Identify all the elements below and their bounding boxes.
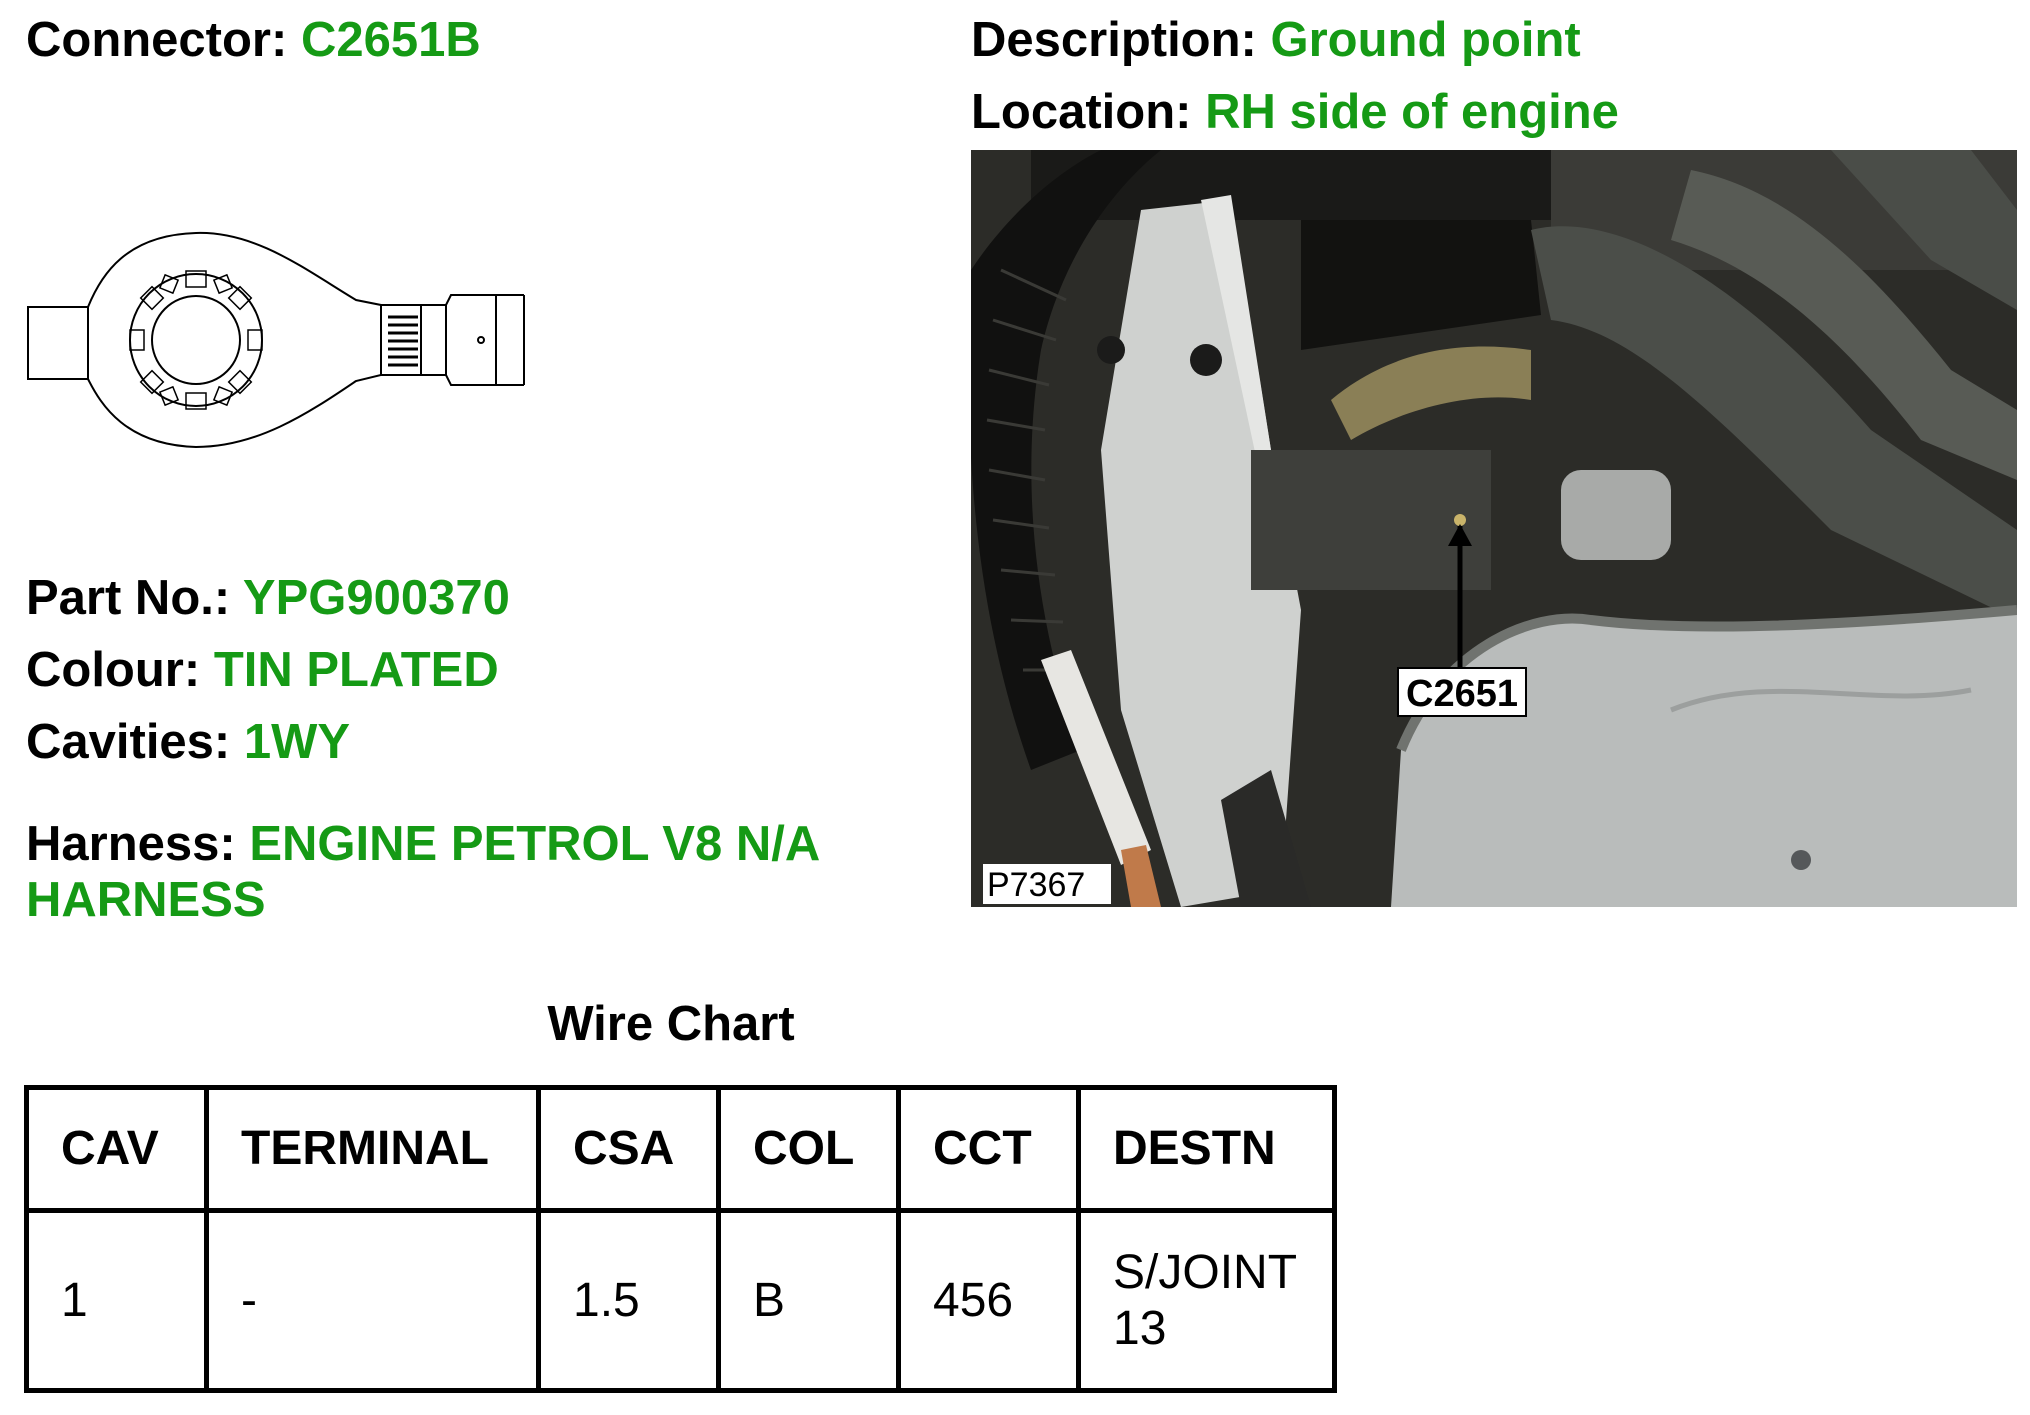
cavities-field bbox=[26, 714, 350, 770]
location-field bbox=[971, 84, 1619, 140]
cavities-label: Cavities: bbox=[26, 715, 231, 769]
colour-label: Colour: bbox=[26, 643, 201, 697]
harness-value-line2: HARNESS bbox=[26, 873, 266, 927]
wire-chart-table bbox=[24, 1085, 1337, 1393]
connector-value: C2651B bbox=[300, 13, 481, 67]
cell-csa: 1.5 bbox=[539, 1211, 719, 1391]
table-row bbox=[27, 1211, 1335, 1391]
cell-col: B bbox=[719, 1211, 899, 1391]
description-label: Description: bbox=[971, 13, 1257, 67]
colour-field bbox=[26, 642, 499, 698]
cell-cct: 456 bbox=[899, 1211, 1079, 1391]
cell-cav: 1 bbox=[27, 1211, 207, 1391]
part-no-field bbox=[26, 570, 510, 626]
cell-destn-line2: 13 bbox=[1113, 1301, 1167, 1355]
header-cav: CAV bbox=[27, 1088, 207, 1211]
header-cct: CCT bbox=[899, 1088, 1079, 1211]
cavities-value: 1WY bbox=[243, 715, 351, 769]
part-no-value: YPG900370 bbox=[242, 571, 510, 625]
connector-label: Connector: bbox=[26, 13, 288, 67]
cell-destn bbox=[1079, 1211, 1335, 1391]
wire-chart-title: Wire Chart bbox=[547, 997, 795, 1051]
description-value: Ground point bbox=[1270, 13, 1581, 67]
cell-terminal: - bbox=[207, 1211, 539, 1391]
harness-value-line1: ENGINE PETROL V8 N/A bbox=[249, 817, 821, 871]
colour-value: TIN PLATED bbox=[213, 643, 499, 697]
photo-id-label: P7367 bbox=[987, 866, 1086, 904]
location-photo bbox=[971, 150, 2017, 907]
harness-field bbox=[26, 816, 906, 928]
harness-label: Harness: bbox=[26, 817, 236, 871]
cell-destn-line1: S/JOINT bbox=[1113, 1245, 1298, 1299]
ring-terminal-drawing bbox=[26, 225, 526, 460]
photo-callout-label: C2651 bbox=[1406, 673, 1518, 715]
connector-field bbox=[26, 12, 481, 68]
location-value: RH side of engine bbox=[1205, 85, 1619, 139]
header-destn: DESTN bbox=[1079, 1088, 1335, 1211]
header-terminal: TERMINAL bbox=[207, 1088, 539, 1211]
table-header-row bbox=[27, 1088, 1335, 1211]
description-field bbox=[971, 12, 1581, 68]
location-label: Location: bbox=[971, 85, 1192, 139]
part-no-label: Part No.: bbox=[26, 571, 231, 625]
header-csa: CSA bbox=[539, 1088, 719, 1211]
header-col: COL bbox=[719, 1088, 899, 1211]
